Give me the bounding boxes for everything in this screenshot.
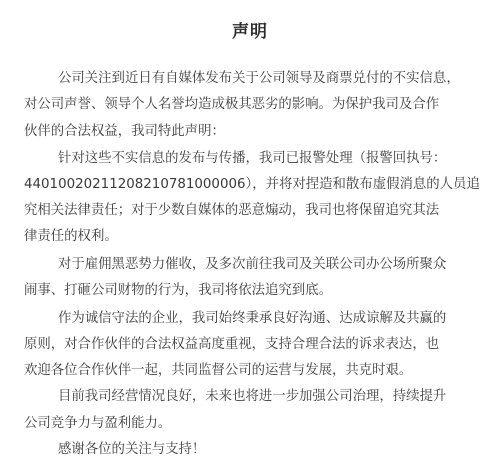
body-line: 原则，对合作伙伴的合法权益高度重视，支持合理合法的诉求表达，也 [24,336,440,352]
body-line: 目前我司经营情况良好，未来也将进一步加强公司治理，持续提升 [58,389,447,405]
body-line: 究相关法律责任；对于少数自媒体的恶意煽动，我司也将保留追究其法 [24,203,440,219]
body-line: 公司竞争力与盈利能力。 [24,415,172,431]
body-line: 对公司声誉、领导个人名誉均造成极其恶劣的影响。为保护我司及合作 [24,97,440,113]
body-line: 感谢各位的关注与支持！ [58,442,206,457]
body-line: 对于雇佣黑恶势力催收，及多次前往我司及关联公司办公场所聚众 [58,257,447,272]
body-line: 伙伴的合法权益，我司特此声明： [24,123,225,139]
document-title: 声明 [232,22,268,42]
body-line: 针对这些不实信息的发布与传播，我司已报警处理（报警回执号： [58,150,447,166]
body-line: 公司关注到近日有自媒体发布关于公司领导及商票兑付的不实信息， [58,71,460,86]
body-line: 律责任的权利。 [24,228,118,244]
body-line: 44010020211208210781000006），并将对捏造和散布虚假消息的人员追 [24,177,480,193]
body-line: 作为诚信守法的企业，我司始终秉承良好沟通、达成谅解及共赢的 [58,310,447,326]
body-line: 欢迎各位合作伙伴一起，共同监督公司的运营与发展，共克时艰。 [24,363,413,379]
body-line: 闹事、打砸公司财物的行为，我司将依法追究到底。 [24,283,332,299]
